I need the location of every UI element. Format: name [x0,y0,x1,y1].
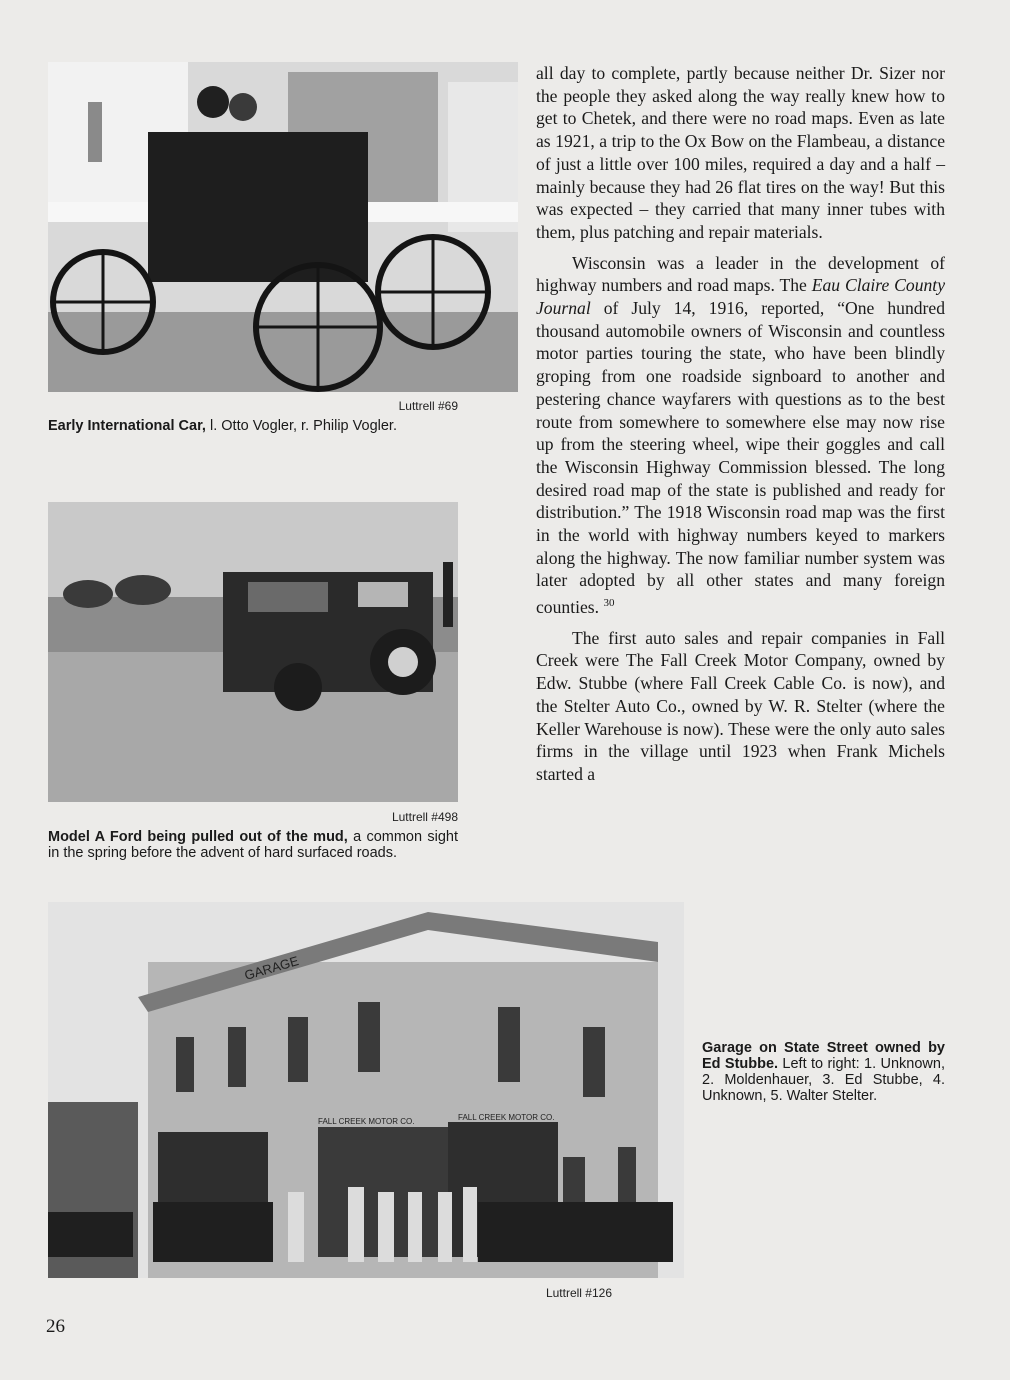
caption-bold: Garage on State Street owned by Ed Stubbe. [702,1040,945,1072]
caption-early-international-car [48,418,458,434]
article-paragraph-2 [536,252,945,619]
garage-photo-illustration [48,902,684,1278]
garage-sign: GARAGE [242,953,301,983]
photo-credit-498: Luttrell #498 [391,810,458,824]
car-photo-illustration [48,62,518,392]
caption-bold: Early International Car, [48,418,206,434]
caption-rest: Left to right: 1. Unknown, 2. Moldenhauer, 3. Ed Stubbe, 4. Unknown, 5. Walter Stelter. [702,1056,945,1104]
footnote-marker: 30 [603,597,615,610]
photo-garage-state-street [48,902,684,1278]
motor-co-sign-right: FALL CREEK MOTOR CO. [458,1113,555,1122]
article-paragraph-3: The first auto sales and repair companies in Fall Creek were The Fall Creek Motor Company, owned by Edw. Stubbe (where Fall Creek Cable Co. is now), and the Stelter Auto Co., owned by W. R. Stelter (where the Keller Warehouse is now). These were the only auto sales firms in the village until 1923 when Frank Michels started a [536,627,945,784]
ford-photo-illustration [48,502,458,802]
p2-before: Wisconsin was a leader in the development of highway numbers and road maps. The [536,252,945,296]
caption-rest: a common sight in the spring before the advent of hard surfaced roads. [48,829,458,861]
photo-early-international-car [48,62,518,392]
page-number: 26 [46,1316,65,1337]
caption-bold: Model A Ford being pulled out of the mud, [48,829,348,845]
article-paragraph-1: all day to complete, partly because neither Dr. Sizer nor the people they asked along the way really knew how to get to Chetek, and there were no road maps. Even as late as 1921, a trip to the Ox Bow on the Flambeau, a distance of just a little over 100 miles, required a day and a half – mainly because they had 26 flat tires on the way! But this was expected – they carried that many inner tubes with them, plus patching and repair materials. [536,63,945,242]
p2-after: of July 14, 1916, reported, “One hundred thousand automobile owners of Wisconsin and countless motor parties touring the state, who have been blindly groping from one roadside signboard to another and pestering chance wayfarers with questions as to the best route from somewhere to somewhere else may now rise up from the steering wheel, wipe their goggles and call the Wisconsin Highway Commission blessed. The long desired road map of the state is published and ready for distribution.” The 1918 Wisconsin road map was the first in the world with highway numbers keyed to markers along the highway. The now familiar number system was later adopted by all other states and many foreign counties. [536,298,945,618]
photo-model-a-ford-mud [48,502,458,802]
photo-credit-69: Luttrell #69 [398,399,458,413]
motor-co-sign-left: FALL CREEK MOTOR CO. [318,1117,415,1126]
newspaper-title: Eau Claire County Journal [536,275,945,319]
caption-rest: l. Otto Vogler, r. Philip Vogler. [205,418,397,434]
article-column [536,62,945,794]
caption-garage [702,1040,945,1104]
photo-credit-126: Luttrell #126 [545,1286,612,1300]
caption-model-a-ford [48,829,458,861]
